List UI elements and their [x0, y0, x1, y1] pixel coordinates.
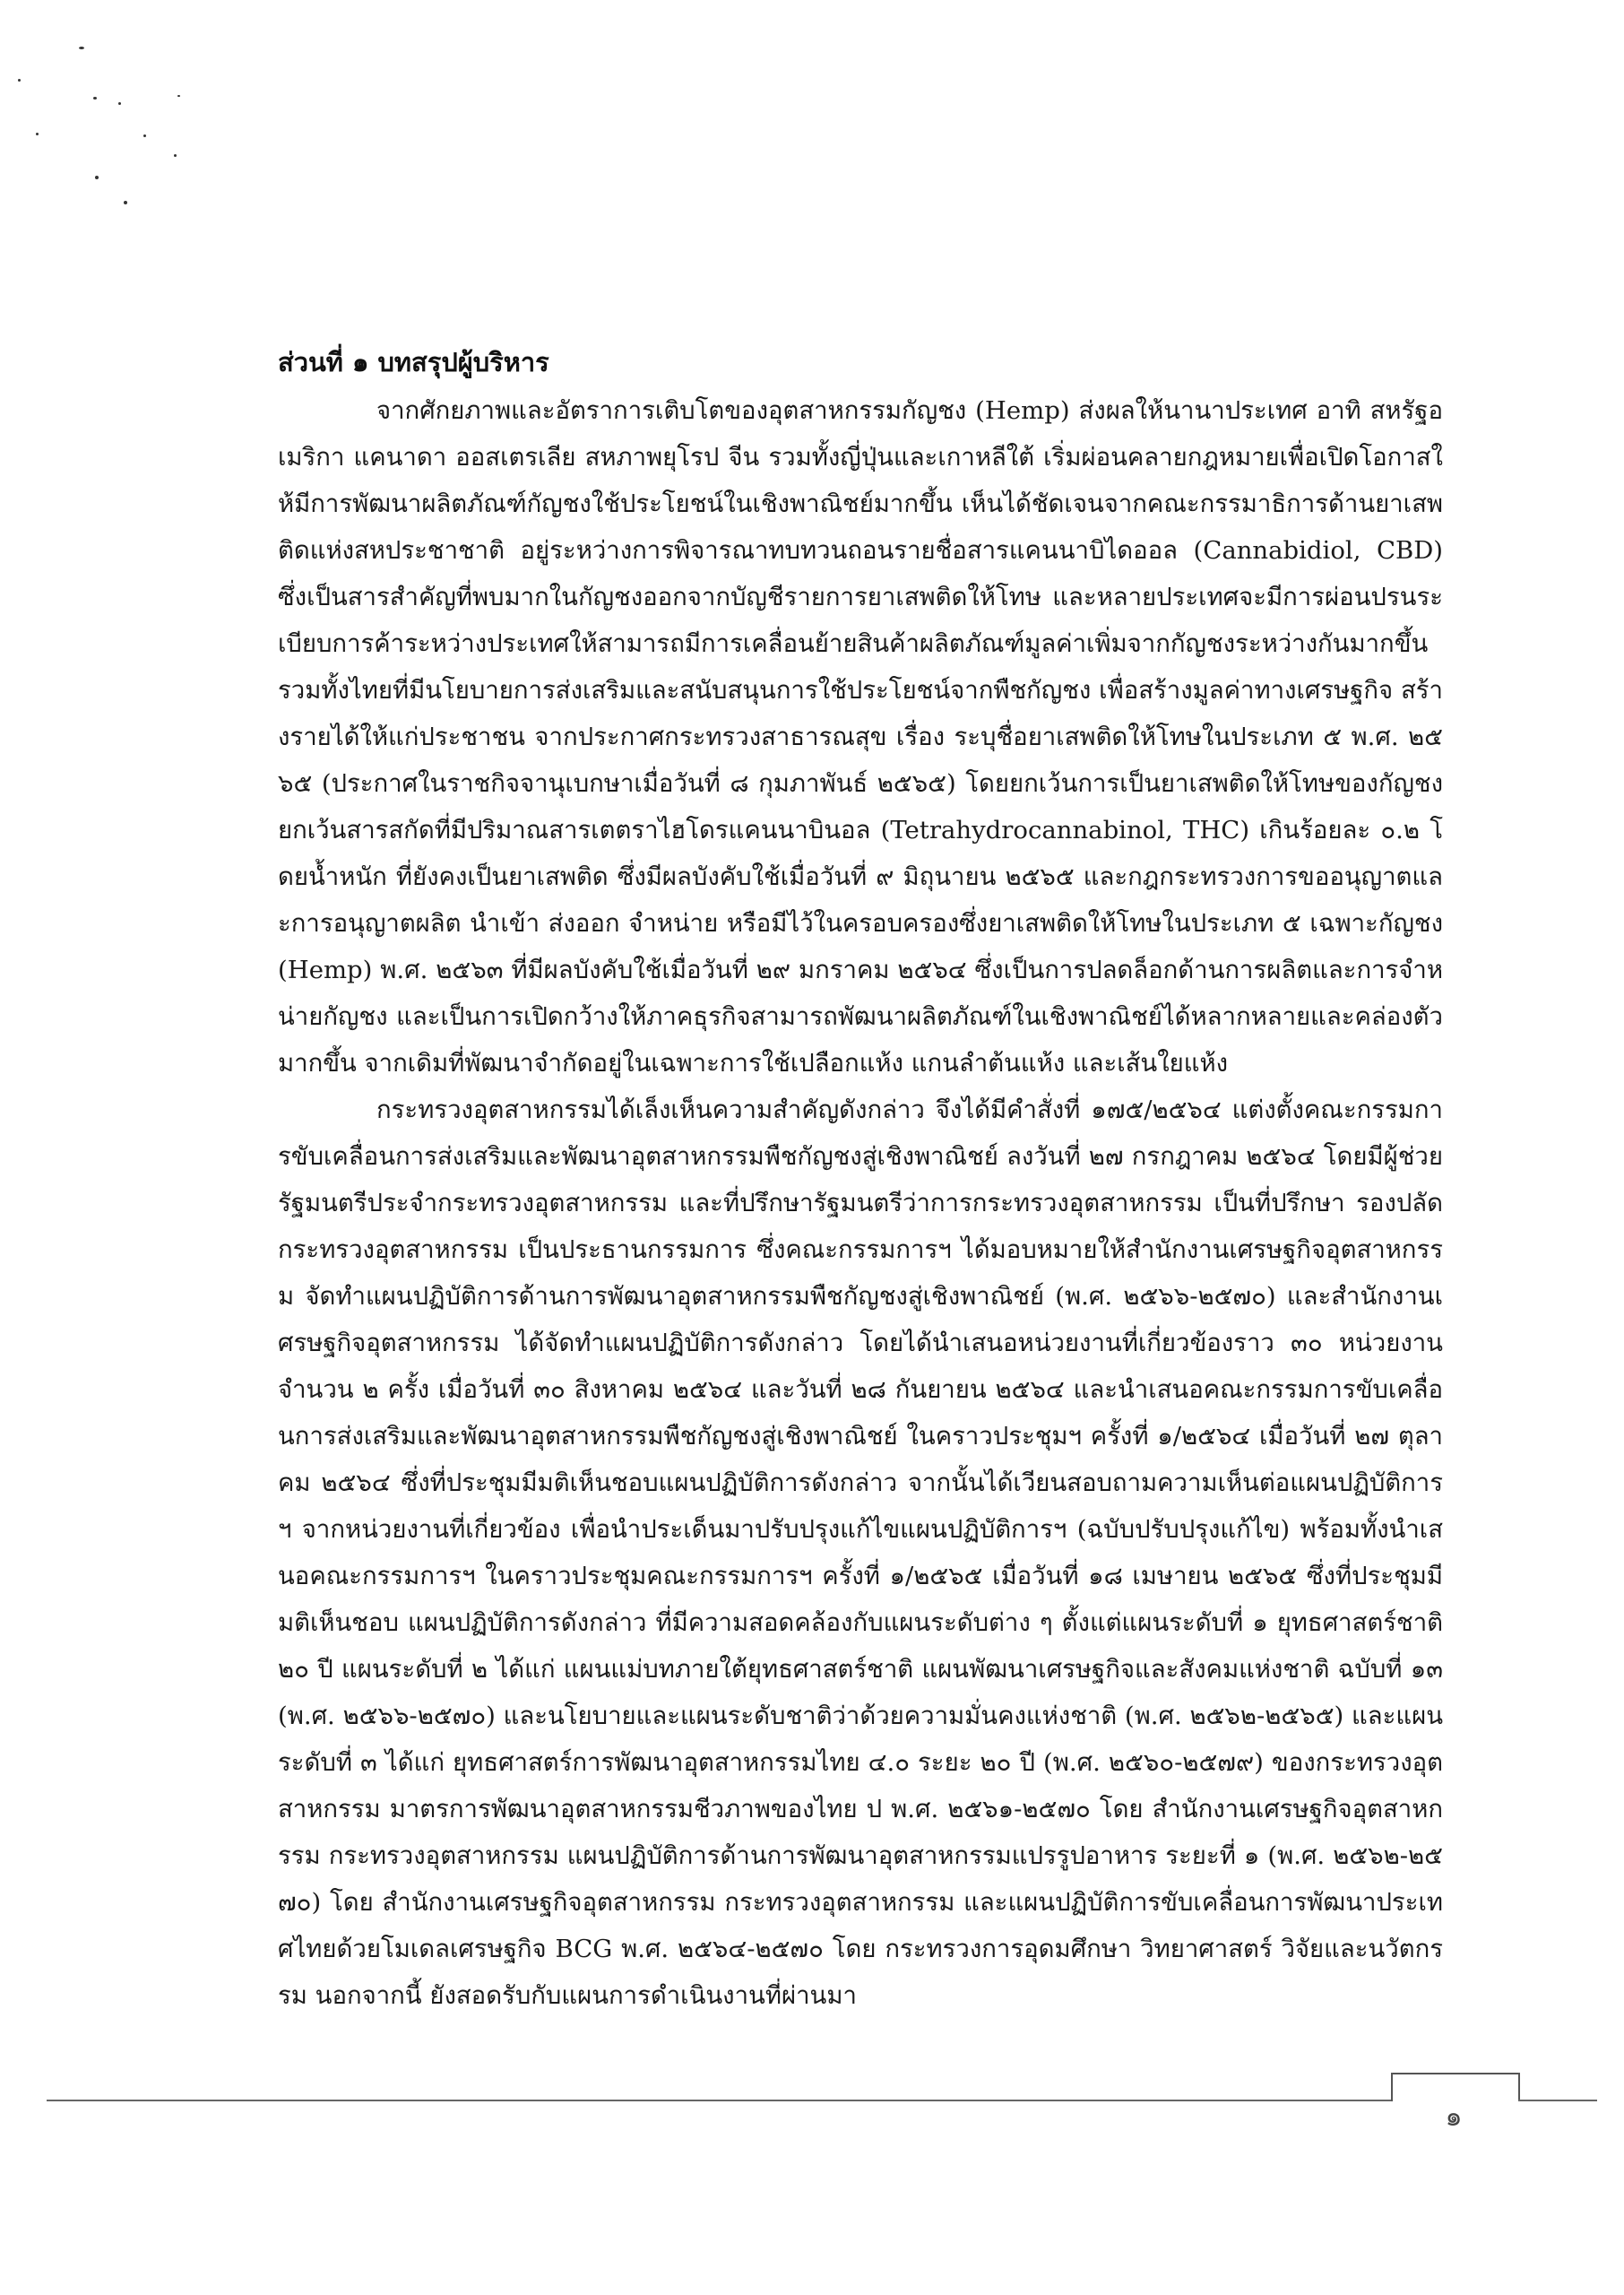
scan-speck: [93, 97, 97, 100]
scan-speck: [95, 176, 99, 179]
footer-rule: [47, 2100, 1391, 2101]
scan-speck: [79, 47, 84, 49]
section-heading: ส่วนที่ ๑ บทสรุปผู้บริหาร: [278, 347, 549, 377]
scan-speck: [177, 95, 180, 97]
scan-speck: [174, 154, 177, 157]
scan-speck: [143, 134, 146, 137]
paragraph: จากศักยภาพและอัตราการเติบโตของอุตสาหกรรมกัญชง (Hemp) ส่งผลให้นานาประเทศ อาทิ สหรัฐอเมริกา แคนาดา ออสเตรเลีย สหภาพยุโรป จีน รวมทั้งญี่ปุ่นและเกาหลีใต้ เริ่มผ่อนคลายกฎหมายเพื่อเปิดโอกาสให้มีการพัฒนาผลิตภัณฑ์กัญชงใช้ประโยชน์ในเชิงพาณิชย์มากขึ้น เห็นได้ชัดเจนจากคณะกรรมาธิการด้านยาเสพติดแห่งสหประชาชาติ อยู่ระหว่างการพิจารณาทบทวนถอนรายชื่อสารแคนนาบิไดออล (Cannabidiol, CBD) ซึ่งเป็นสารสำคัญที่พบมากในกัญชงออกจากบัญชีรายการยาเสพติดให้โทษ และหลายประเทศจะมีการผ่อนปรนระเบียบการค้าระหว่างประเทศให้สามารถมีการเคลื่อนย้ายสินค้าผลิตภัณฑ์มูลค่าเพิ่มจากกัญชงระหว่างกันมากขึ้น รวมทั้งไทยที่มีนโยบายการส่งเสริมและสนับสนุนการใช้ประโยชน์จากพืชกัญชง เพื่อสร้างมูลค่าทางเศรษฐกิจ สร้างรายได้ให้แก่ประชาชน จากประกาศกระทรวงสาธารณสุข เรื่อง ระบุชื่อยาเสพติดให้โทษในประเภท ๕ พ.ศ. ๒๕๖๕ (ประกาศในราชกิจจานุเบกษาเมื่อวันที่ ๘ กุมภาพันธ์ ๒๕๖๕) โดยยกเว้นการเป็นยาเสพติดให้โทษของกัญชง ยกเว้นสารสกัดที่มีปริมาณสารเตตราไฮโดรแคนนาบินอล (Tetrahydrocannabinol, THC) เกินร้อยละ ๐.๒ โดยน้ำหนัก ที่ยังคงเป็นยาเสพติด ซึ่งมีผลบังคับใช้เมื่อวันที่ ๙ มิถุนายน ๒๕๖๕ และกฎกระทรวงการขออนุญาตและการอนุญาตผลิต นำเข้า ส่งออก จำหน่าย หรือมีไว้ในครอบครองซึ่งยาเสพติดให้โทษในประเภท ๕ เฉพาะกัญชง (Hemp) พ.ศ. ๒๕๖๓ ที่มีผลบังคับใช้เมื่อวันที่ ๒๙ มกราคม ๒๕๖๔ ซึ่งเป็นการปลดล็อกด้านการผลิตและการจำหน่ายกัญชง และเป็นการเปิดกว้างให้ภาคธุรกิจสามารถพัฒนาผลิตภัณฑ์ในเชิงพาณิชย์ได้หลากหลายและคล่องตัวมากขึ้น จากเดิมที่พัฒนาจำกัดอยู่ในเฉพาะการใช้เปลือกแห้ง แกนลำต้นแห้ง และเส้นใยแห้ง: [278, 396, 1443, 1078]
scan-speck: [118, 102, 121, 105]
document-body: [278, 339, 1443, 2019]
scan-speck: [124, 201, 127, 204]
page-number: ๑: [1445, 2101, 1463, 2133]
footer-rule: [1518, 2100, 1597, 2101]
paragraph: กระทรวงอุตสาหกรรมได้เล็งเห็นความสำคัญดังกล่าว จึงได้มีคำสั่งที่ ๑๗๕/๒๕๖๔ แต่งตั้งคณะกรรมการขับเคลื่อนการส่งเสริมและพัฒนาอุตสาหกรรมพืชกัญชงสู่เชิงพาณิชย์ ลงวันที่ ๒๗ กรกฎาคม ๒๕๖๔ โดยมีผู้ช่วยรัฐมนตรีประจำกระทรวงอุตสาหกรรม และที่ปรึกษารัฐมนตรีว่าการกระทรวงอุตสาหกรรม เป็นที่ปรึกษา รองปลัดกระทรวงอุตสาหกรรม เป็นประธานกรรมการ ซึ่งคณะกรรมการฯ ได้มอบหมายให้สำนักงานเศรษฐกิจอุตสาหกรรม จัดทำแผนปฏิบัติการด้านการพัฒนาอุตสาหกรรมพืชกัญชงสู่เชิงพาณิชย์ (พ.ศ. ๒๕๖๖-๒๕๗๐) และสำนักงานเศรษฐกิจอุตสาหกรรม ได้จัดทำแผนปฏิบัติการดังกล่าว โดยได้นำเสนอหน่วยงานที่เกี่ยวข้องราว ๓๐ หน่วยงาน จำนวน ๒ ครั้ง เมื่อวันที่ ๓๐ สิงหาคม ๒๕๖๔ และวันที่ ๒๘ กันยายน ๒๕๖๔ และนำเสนอคณะกรรมการขับเคลื่อนการส่งเสริมและพัฒนาอุตสาหกรรมพืชกัญชงสู่เชิงพาณิชย์ ในคราวประชุมฯ ครั้งที่ ๑/๒๕๖๔ เมื่อวันที่ ๒๗ ตุลาคม ๒๕๖๔ ซึ่งที่ประชุมมีมติเห็นชอบแผนปฏิบัติการดังกล่าว จากนั้นได้เวียนสอบถามความเห็นต่อแผนปฏิบัติการฯ จากหน่วยงานที่เกี่ยวข้อง เพื่อนำประเด็นมาปรับปรุงแก้ไขแผนปฏิบัติการฯ (ฉบับปรับปรุงแก้ไข) พร้อมทั้งนำเสนอคณะกรรมการฯ ในคราวประชุมคณะกรรมการฯ ครั้งที่ ๑/๒๕๖๕ เมื่อวันที่ ๑๘ เมษายน ๒๕๖๕ ซึ่งที่ประชุมมีมติเห็นชอบ แผนปฏิบัติการดังกล่าว ที่มีความสอดคล้องกับแผนระดับต่าง ๆ ตั้งแต่แผนระดับที่ ๑ ยุทธศาสตร์ชาติ ๒๐ ปี แผนระดับที่ ๒ ได้แก่ แผนแม่บทภายใต้ยุทธศาสตร์ชาติ แผนพัฒนาเศรษฐกิจและสังคมแห่งชาติ ฉบับที่ ๑๓ (พ.ศ. ๒๕๖๖-๒๕๗๐) และนโยบายและแผนระดับชาติว่าด้วยความมั่นคงแห่งชาติ (พ.ศ. ๒๕๖๒-๒๕๖๕) และแผนระดับที่ ๓ ได้แก่ ยุทธศาสตร์การพัฒนาอุตสาหกรรมไทย ๔.๐ ระยะ ๒๐ ปี (พ.ศ. ๒๕๖๐-๒๕๗๙) ของกระทรวงอุตสาหกรรม มาตรการพัฒนาอุตสาหกรรมชีวภาพของไทย ป พ.ศ. ๒๕๖๑-๒๕๗๐ โดย สำนักงานเศรษฐกิจอุตสาหกรรม กระทรวงอุตสาหกรรม แผนปฏิบัติการด้านการพัฒนาอุตสาหกรรมแปรรูปอาหาร ระยะที่ ๑ (พ.ศ. ๒๕๖๒-๒๕๗๐) โดย สำนักงานเศรษฐกิจอุตสาหกรรม กระทรวงอุตสาหกรรม และแผนปฏิบัติการขับเคลื่อนการพัฒนาประเทศไทยด้วยโมเดลเศรษฐกิจ BCG พ.ศ. ๒๕๖๔-๒๕๗๐ โดย กระทรวงการอุดมศึกษา วิทยาศาสตร์ วิจัยและนวัตกรรม นอกจากนี้ ยังสอดรับกับแผนการดำเนินงานที่ผ่านมา: [278, 1096, 1443, 2010]
scan-speck: [18, 79, 21, 82]
scan-speck: [36, 133, 39, 135]
